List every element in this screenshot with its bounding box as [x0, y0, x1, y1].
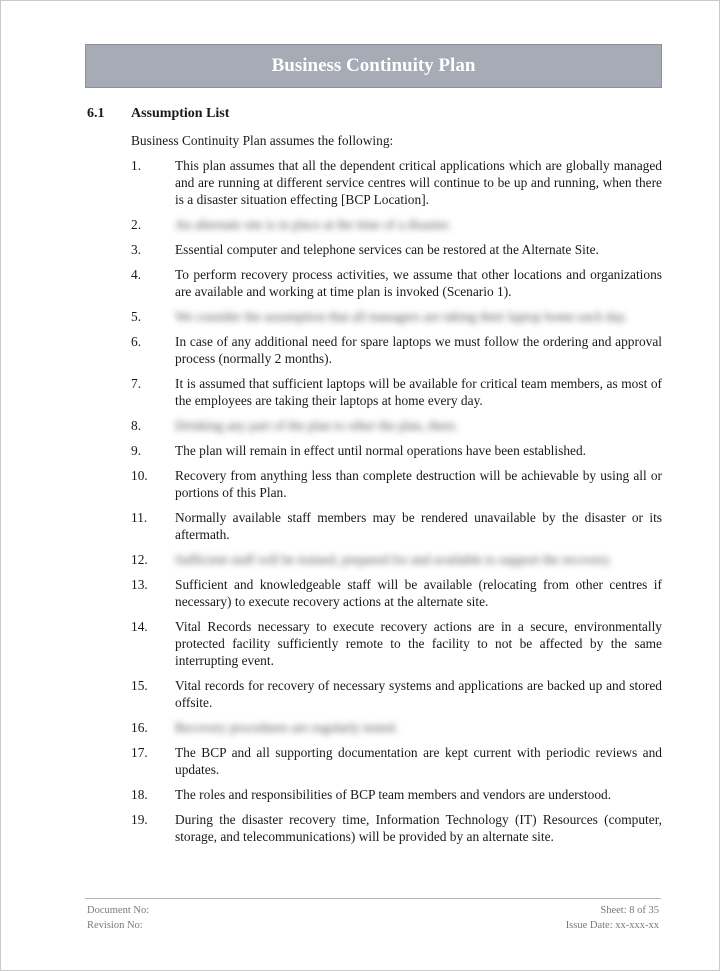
item-number: 9. — [131, 443, 142, 458]
item-number: 12. — [131, 552, 148, 567]
list-item — [131, 618, 662, 669]
item-number: 16. — [131, 720, 148, 735]
item-text: The BCP and all supporting documentation are kept current with periodic reviews and updates. — [175, 745, 662, 777]
footer-left — [87, 903, 149, 933]
item-number: 19. — [131, 812, 148, 827]
list-item — [131, 677, 662, 711]
list-item — [131, 786, 662, 803]
section-number: 6.1 — [87, 106, 105, 121]
revision-no-label: Revision No: — [87, 920, 143, 931]
list-item — [131, 442, 662, 459]
footer-right — [566, 903, 659, 933]
item-number: 5. — [131, 309, 142, 324]
list-item — [131, 811, 662, 845]
page-title: Business Continuity Plan — [271, 55, 476, 76]
item-text-blurred: Sufficient staff will be trained, prepared for and available to support the recovery. — [175, 552, 612, 567]
assumption-list — [131, 157, 662, 853]
item-number: 1. — [131, 158, 142, 173]
item-number: 11. — [131, 510, 148, 525]
item-text: Vital Records necessary to execute recovery actions are in a secure, environmentally protected facility sufficiently remote to the facility to not be affected by the same interrupting event. — [175, 619, 662, 668]
item-text: Recovery from anything less than complete destruction will be achievable by using all or portions of this Plan. — [175, 468, 662, 500]
item-text-blurred: An alternate site is in place at the time of a disaster. — [175, 217, 451, 232]
section-heading — [87, 106, 229, 122]
list-item — [131, 417, 662, 434]
item-number: 4. — [131, 267, 142, 282]
list-item — [131, 241, 662, 258]
item-number: 7. — [131, 376, 142, 391]
item-text: Essential computer and telephone services can be restored at the Alternate Site. — [175, 242, 599, 257]
item-number: 2. — [131, 217, 142, 232]
list-item — [131, 157, 662, 208]
list-item — [131, 509, 662, 543]
item-text: During the disaster recovery time, Information Technology (IT) Resources (computer, storage, and telecommunications) will be provided by an alternate site. — [175, 812, 662, 844]
list-item — [131, 576, 662, 610]
item-text-blurred: Recovery procedures are regularly tested. — [175, 720, 398, 735]
item-number: 3. — [131, 242, 142, 257]
item-number: 14. — [131, 619, 148, 634]
item-text: Normally available staff members may be rendered unavailable by the disaster or its aftermath. — [175, 510, 662, 542]
list-item — [131, 266, 662, 300]
item-number: 6. — [131, 334, 142, 349]
title-banner — [85, 44, 662, 88]
item-text: The roles and responsibilities of BCP team members and vendors are understood. — [175, 787, 612, 802]
list-item — [131, 719, 662, 736]
sheet-number: Sheet: 8 of 35 — [600, 905, 659, 916]
item-text: This plan assumes that all the dependent critical applications which are globally managed and are running at different service centres will continue to be up and running, when there is a disaster situation effecting [BCP Location]. — [175, 158, 662, 207]
list-item — [131, 216, 662, 233]
footer-divider — [85, 898, 661, 899]
item-number: 17. — [131, 745, 148, 760]
list-item — [131, 308, 662, 325]
item-text: In case of any additional need for spare laptops we must follow the ordering and approval process (normally 2 months). — [175, 334, 662, 366]
item-number: 8. — [131, 418, 142, 433]
item-text: The plan will remain in effect until normal operations have been established. — [175, 443, 587, 458]
issue-date: Issue Date: xx-xxx-xx — [565, 920, 659, 931]
item-text-blurred: Drinking any part of the plan to other the plan, there. — [175, 418, 459, 433]
intro-text: Business Continuity Plan assumes the following: — [131, 133, 394, 148]
item-number: 13. — [131, 577, 148, 592]
item-number: 10. — [131, 468, 148, 483]
item-text: It is assumed that sufficient laptops will be available for critical team members, as most of the employees are taking their laptops at home every day. — [175, 376, 662, 408]
list-item — [131, 551, 662, 568]
document-no-label: Document No: — [87, 905, 150, 916]
item-text-blurred: We consider the assumption that all managers are taking their laptop home each day. — [175, 309, 628, 324]
item-number: 15. — [131, 678, 148, 693]
item-text: Sufficient and knowledgeable staff will be available (relocating from other centres if necessary) to execute recovery actions at the alternate site. — [175, 577, 662, 609]
section-title: Assumption List — [131, 106, 230, 121]
list-item — [131, 333, 662, 367]
item-number: 18. — [131, 787, 148, 802]
list-item — [131, 744, 662, 778]
list-item — [131, 467, 662, 501]
item-text: Vital records for recovery of necessary systems and applications are backed up and stored offsite. — [175, 678, 662, 710]
item-text: To perform recovery process activities, we assume that other locations and organizations are available and working at time plan is invoked (Scenario 1). — [175, 267, 662, 299]
list-item — [131, 375, 662, 409]
